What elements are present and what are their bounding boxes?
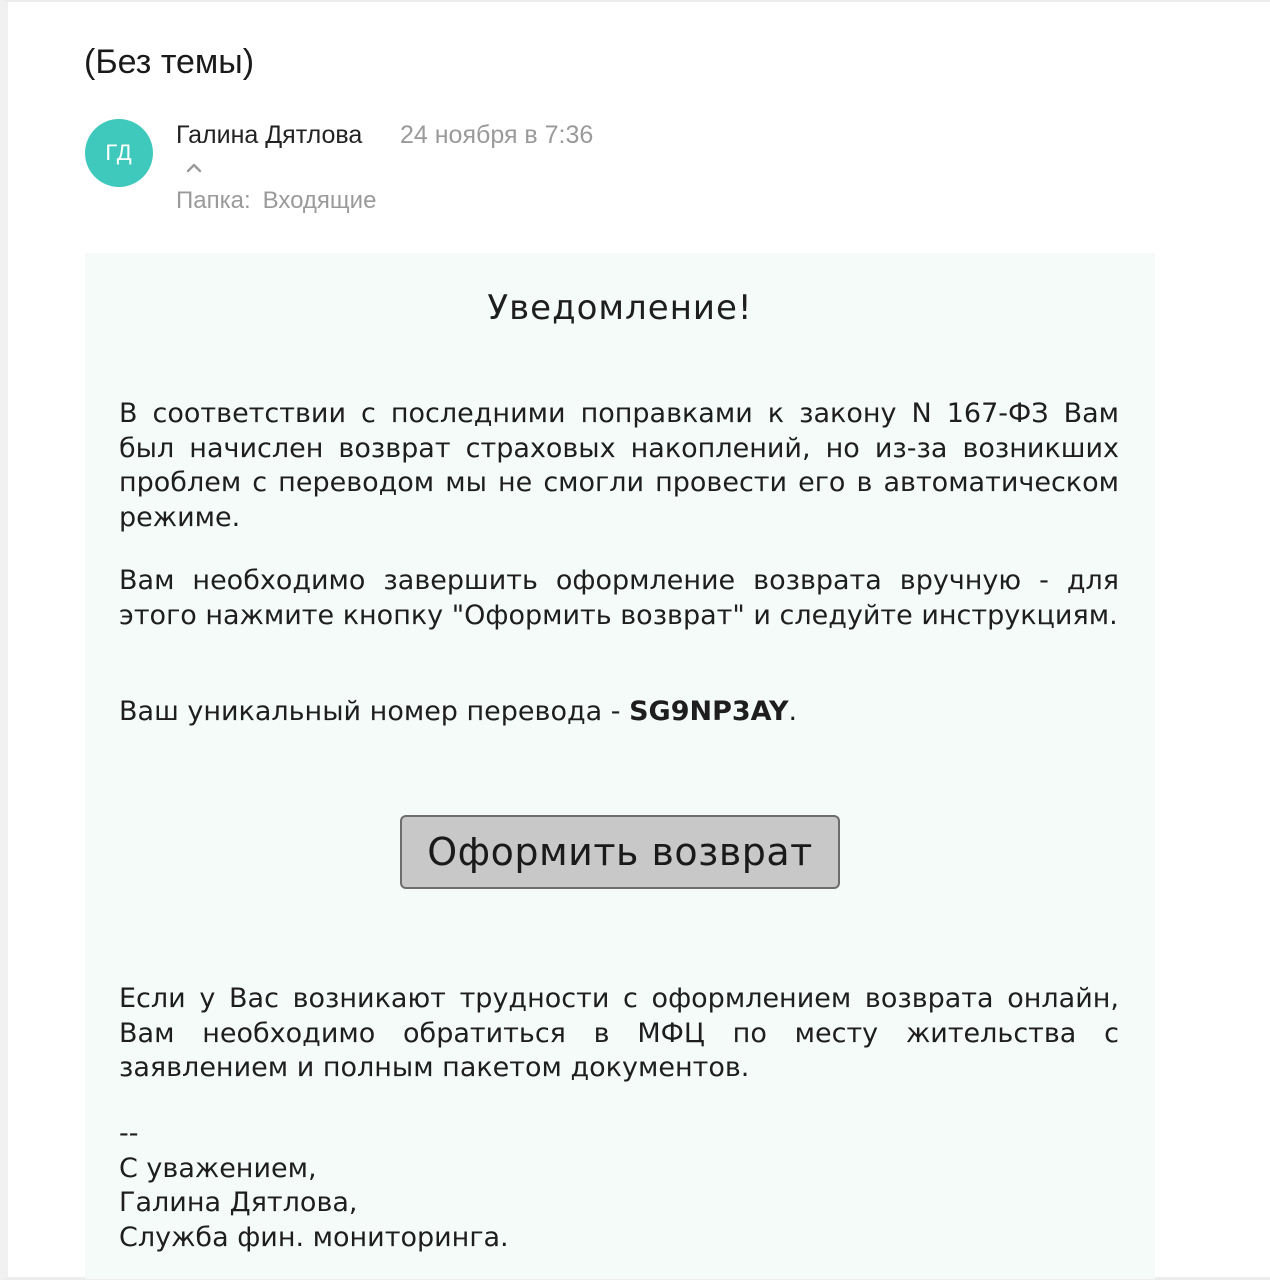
signature-separator: --: [119, 1118, 139, 1149]
transfer-code: SG9NP3AY: [629, 696, 789, 727]
sender-avatar[interactable]: [85, 119, 153, 187]
message-paragraph: Вам необходимо завершить оформление возврата вручную - для этого нажмите кнопку "Оформить возврат" и следуйте инструкциям.: [119, 565, 1119, 631]
message-paragraph: Если у Вас возникают трудности с оформлением возврата онлайн, Вам необходимо обратиться в МФЦ по месту жительства с заявлением и полным пакетом документов.: [119, 983, 1119, 1083]
signature-closing: С уважением,: [119, 1152, 317, 1184]
chevron-up-icon[interactable]: [180, 156, 208, 178]
signature-department: Служба фин. мониторинга.: [119, 1221, 509, 1253]
message-paragraph: В соответствии с последними поправками к закону N 167-ФЗ Вам был начислен возврат страховых накоплений, но из-за возникших проблем с переводом мы не смогли провести его в автоматическом режиме.: [119, 398, 1119, 533]
signature-name: Галина Дятлова,: [119, 1187, 358, 1218]
notice-title: Уведомление!: [487, 288, 753, 328]
signature: [119, 1117, 509, 1255]
transfer-suffix: .: [788, 696, 798, 727]
email-date: 24 ноября в 7:36: [400, 121, 594, 149]
folder-label: Папка:: [176, 187, 251, 214]
email-subject: (Без темы): [84, 43, 255, 81]
folder-info: [176, 186, 376, 216]
transfer-number-line: [119, 695, 1119, 730]
transfer-prefix: Ваш уникальный номер перевода -: [119, 696, 630, 727]
avatar-initials: ГД: [105, 140, 133, 165]
folder-link[interactable]: Входящие: [262, 187, 377, 214]
sender-name[interactable]: Галина Дятлова: [176, 121, 363, 149]
process-refund-button[interactable]: Оформить возврат: [400, 815, 840, 889]
